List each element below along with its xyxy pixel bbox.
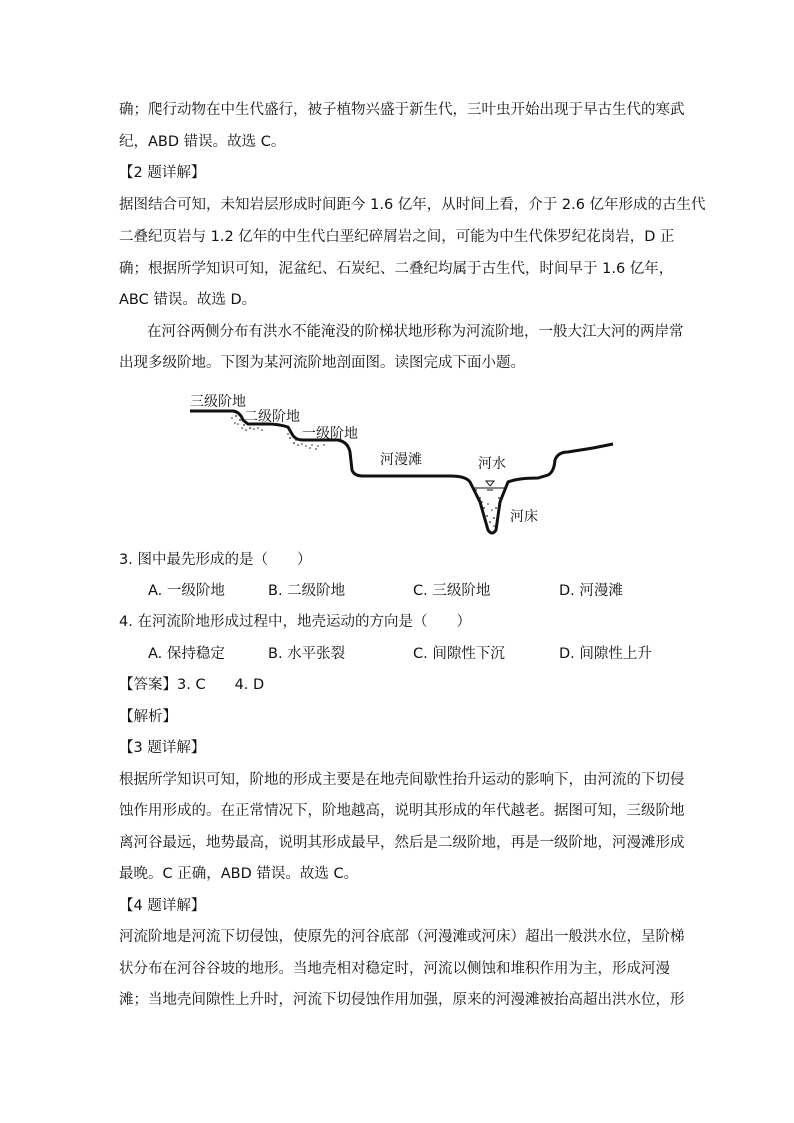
para2-line-2: 二叠纪页岩与 1.2 亿年的中生代白垩纪碎屑岩之间，可能为中生代侏罗纪花岗岩，D 正 [119,229,675,245]
para1-line-2: 纪，ABD 错误。故选 C。 [119,134,286,150]
analysis-heading: 【解析】 [119,709,177,725]
para2-line-1: 据图结合可知，未知岩层形成时间距今 1.6 亿年，从时间上看，介于 2.6 亿年形成的古生代 [119,197,706,213]
label-floodplain: 河漫滩 [380,452,422,468]
intro-line-1: 在河谷两侧分布有洪水不能淹没的阶梯状地形称为河流阶地，一般大江大河的两岸常 [147,324,684,340]
q3-heading: 【3 题详解】 [119,740,206,756]
q2-heading: 【2 题详解】 [119,165,206,181]
label-terrace-2: 二级阶地 [244,409,300,425]
q4-option-a: A. 保持稳定 [148,646,225,662]
para3-line-4: 最晚。C 正确，ABD 错误。故选 C。 [119,866,359,882]
q4-option-b: B. 水平张裂 [268,646,346,662]
para4-line-2: 状分布在河谷谷坡的地形。当地壳相对稳定时，河流以侧蚀和堆积作用为主，形成河漫 [119,961,670,977]
para2-line-3: 确；根据所学知识可知，泥盆纪、石炭纪、二叠纪均属于古生代，时间早于 1.6 亿年， [119,261,674,277]
sediment-stipple [231,415,500,527]
q3-stem: 3. 图中最先形成的是（ ） [119,552,312,568]
q4-option-d: D. 间隙性上升 [559,646,652,662]
para1-line-1: 确；爬行动物在中生代盛行，被子植物兴盛于新生代，三叶虫开始出现于早古生代的寒武 [119,102,685,118]
q3-option-c: C. 三级阶地 [413,583,491,599]
river-terrace-diagram [188,390,618,540]
q4-heading: 【4 题详解】 [119,898,206,914]
intro-line-2: 出现多级阶地。下图为某河流阶地剖面图。读图完成下面小题。 [119,355,525,371]
para4-line-3: 滩；当地壳间隙性上升时，河流下切侵蚀作用加强，原来的河漫滩被抬高超出洪水位，形 [119,992,685,1008]
para3-line-3: 离河谷最远，地势最高，说明其形成最早，然后是二级阶地，再是一级阶地，河漫滩形成 [119,835,685,851]
label-riverbed: 河床 [510,509,538,525]
answer-line: 【答案】3. C 4. D [119,677,265,693]
q4-stem: 4. 在河流阶地形成过程中，地壳运动的方向是（ ） [119,614,471,630]
label-terrace-1: 一级阶地 [302,426,358,442]
q4-option-c: C. 间隙性下沉 [413,646,505,662]
water-level-symbol [486,481,494,486]
para2-line-4: ABC 错误。故选 D。 [119,292,257,308]
label-terrace-3: 三级阶地 [190,394,246,410]
para3-line-1: 根据所学知识可知，阶地的形成主要是在地壳间歇性抬升运动的影响下，由河流的下切侵 [119,772,685,788]
para3-line-2: 蚀作用形成的。在正常情况下，阶地越高，说明其形成的年代越老。据图可知，三级阶地 [119,803,685,819]
q3-option-b: B. 二级阶地 [268,583,346,599]
para4-line-1: 河流阶地是河流下切侵蚀，使原先的河谷底部（河漫滩或河床）超出一般洪水位，呈阶梯 [119,929,685,945]
q3-option-d: D. 河漫滩 [559,583,623,599]
label-river-water: 河水 [478,456,506,472]
q3-option-a: A. 一级阶地 [148,583,225,599]
